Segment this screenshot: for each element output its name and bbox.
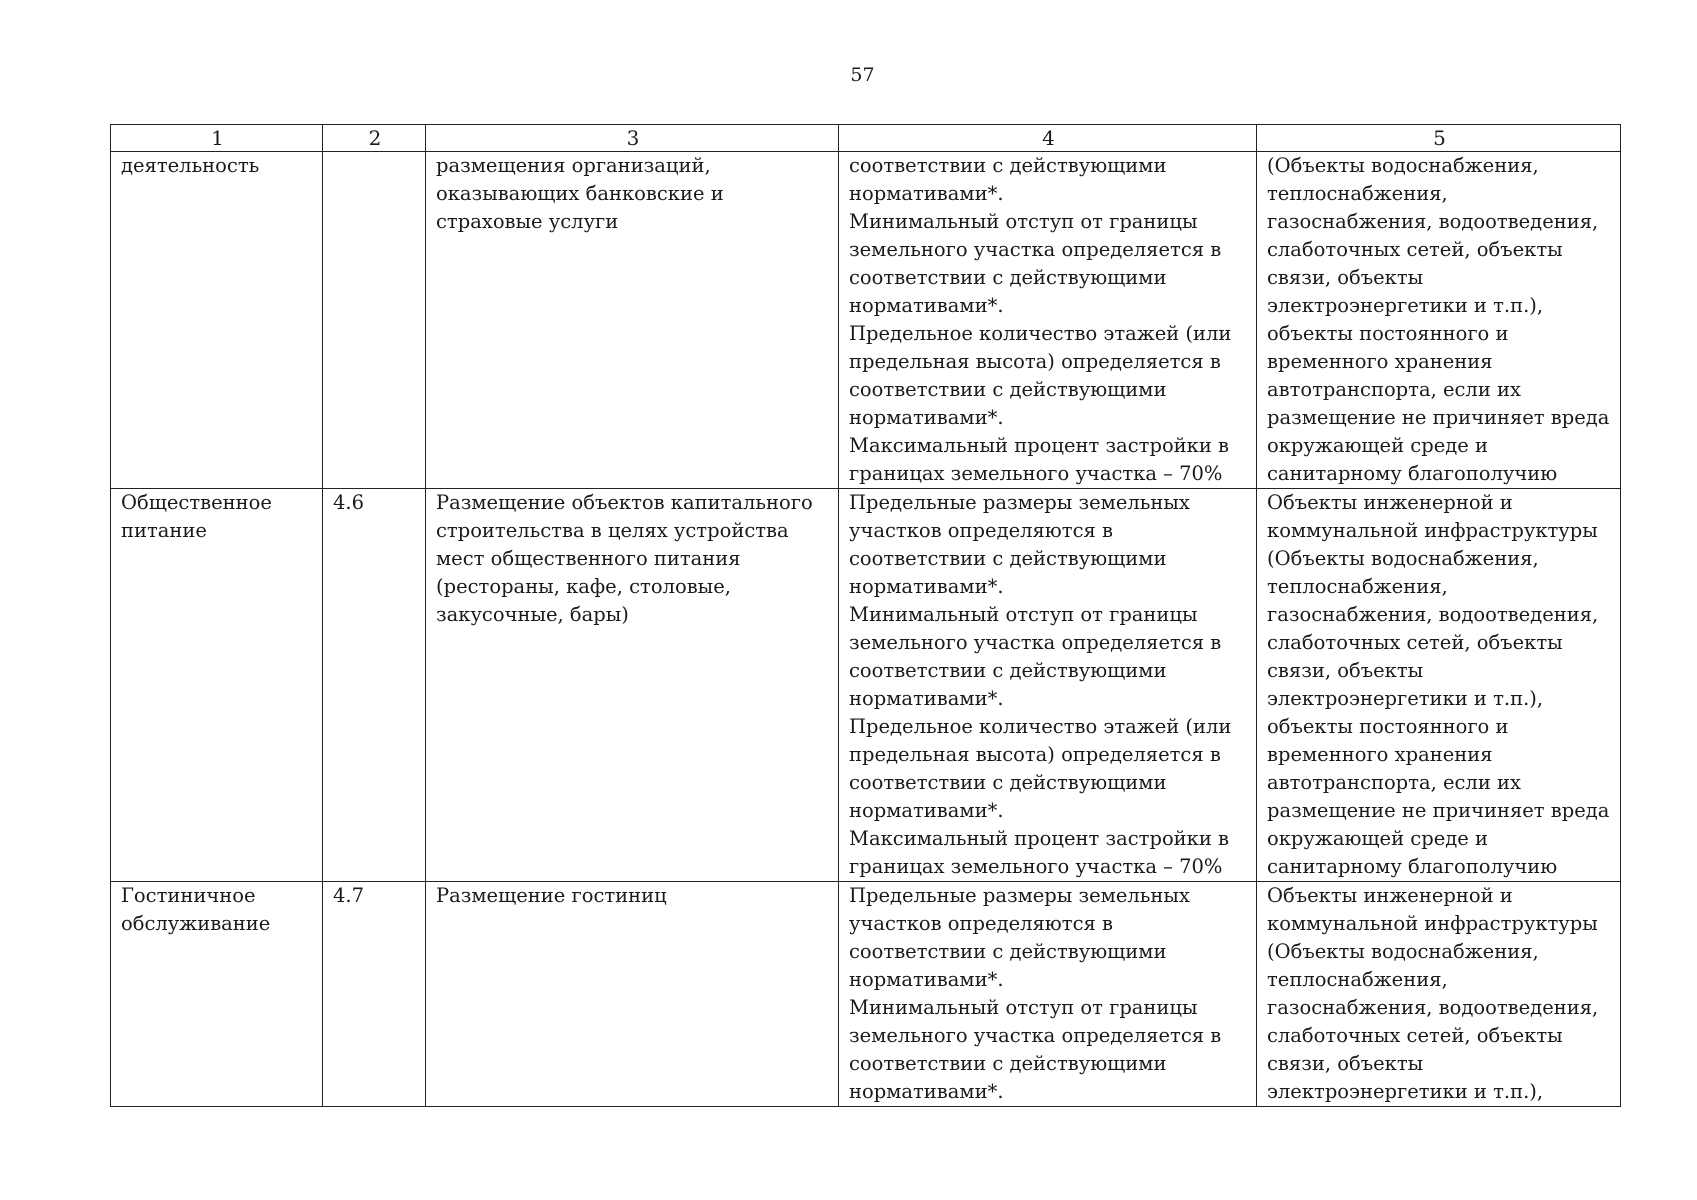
column-header: 5 <box>1257 125 1621 152</box>
table-header-row <box>111 125 1621 152</box>
use-type-cell: Общественное питание <box>111 489 323 882</box>
parameters-cell: Предельные размеры земельных участков определяются в соответствии с действующими нормативами*. Минимальный отступ от границы земельного участка определяется в соответствии с действующими нормативами*. Предельное количество этажей (или предельная высота) определяется в соответствии с действующими нормативами*. Максимальный процент застройки в границах земельного участка – 70% <box>839 489 1257 882</box>
code-cell <box>323 152 426 489</box>
auxiliary-uses-cell: Объекты инженерной и коммунальной инфраструктуры (Объекты водоснабжения, теплоснабжения, газоснабжения, водоотведения, слаботочных сетей, объекты связи, объекты электроэнергетики и т.п.), объекты постоянного и временного хранения автотранспорта, если их размещение не причиняет вреда окружающей среде и санитарному благополучию <box>1257 489 1621 882</box>
table-row <box>111 489 1621 882</box>
column-header: 3 <box>426 125 839 152</box>
description-cell: размещения организаций, оказывающих банковские и страховые услуги <box>426 152 839 489</box>
column-header: 4 <box>839 125 1257 152</box>
column-header: 1 <box>111 125 323 152</box>
auxiliary-uses-cell: (Объекты водоснабжения, теплоснабжения, газоснабжения, водоотведения, слаботочных сетей, объекты связи, объекты электроэнергетики и т.п.), объекты постоянного и временного хранения автотранспорта, если их размещение не причиняет вреда окружающей среде и санитарному благополучию <box>1257 152 1621 489</box>
table-row <box>111 152 1621 489</box>
description-cell: Размещение объектов капитального строительства в целях устройства мест общественного питания (рестораны, кафе, столовые, закусочные, бары) <box>426 489 839 882</box>
use-type-cell: Гостиничное обслуживание <box>111 882 323 1107</box>
parameters-cell: соответствии с действующими нормативами*. Минимальный отступ от границы земельного участка определяется в соответствии с действующими нормативами*. Предельное количество этажей (или предельная высота) определяется в соответствии с действующими нормативами*. Максимальный процент застройки в границах земельного участка – 70% <box>839 152 1257 489</box>
table-row <box>111 882 1621 1107</box>
description-cell: Размещение гостиниц <box>426 882 839 1107</box>
zoning-table <box>110 124 1621 1107</box>
page-number: 57 <box>850 64 875 86</box>
code-cell: 4.6 <box>323 489 426 882</box>
code-cell: 4.7 <box>323 882 426 1107</box>
auxiliary-uses-cell: Объекты инженерной и коммунальной инфраструктуры (Объекты водоснабжения, теплоснабжения, газоснабжения, водоотведения, слаботочных сетей, объекты связи, объекты электроэнергетики и т.п.), <box>1257 882 1621 1107</box>
column-header: 2 <box>323 125 426 152</box>
use-type-cell: деятельность <box>111 152 323 489</box>
parameters-cell: Предельные размеры земельных участков определяются в соответствии с действующими нормативами*. Минимальный отступ от границы земельного участка определяется в соответствии с действующими нормативами*. <box>839 882 1257 1107</box>
